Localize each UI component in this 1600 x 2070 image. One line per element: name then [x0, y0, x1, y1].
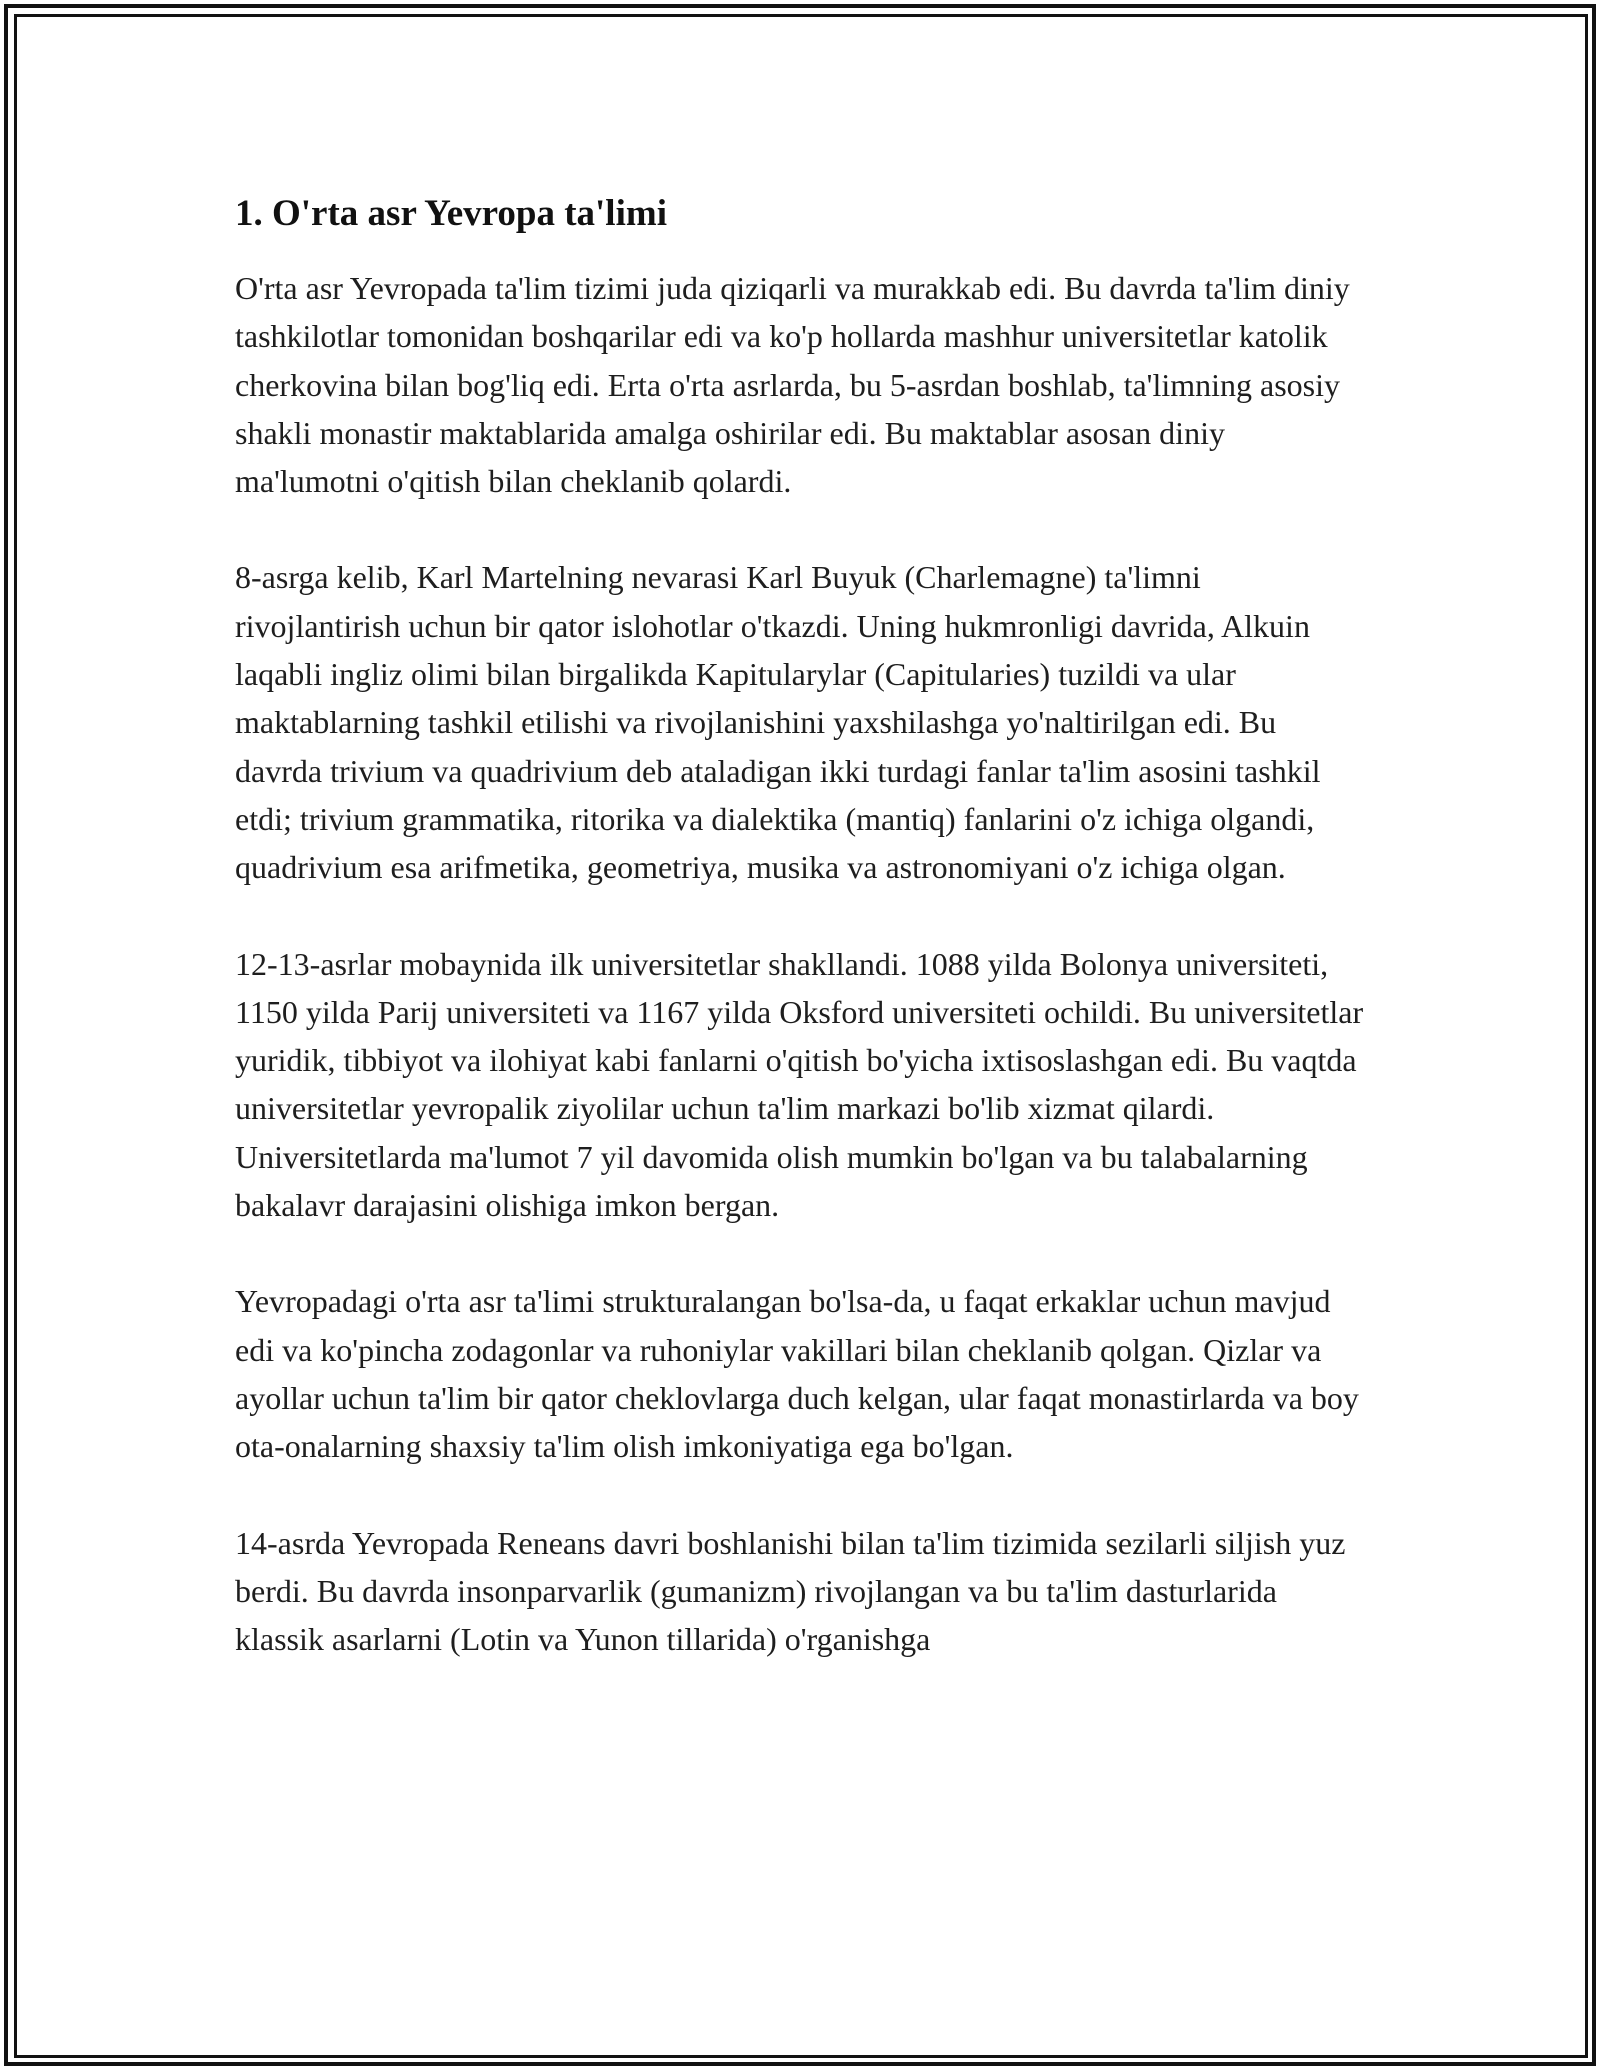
- paragraph-2: 8-asrga kelib, Karl Martelning nevarasi Karl Buyuk (Charlemagne) ta'limni rivojlantirish uchun bir qator islohotlar o'tkazdi. Uning hukmronligi davrida, Alkuin laqabli ingliz olimi bilan birgalikda Kapitularylar (Capitularies) tuzildi va ular maktablarning tashkil etilishi va rivojlanishini yaxshilashga yo'naltirilgan edi. Bu davrda trivium va quadrivium deb ataladigan ikki turdagi fanlar ta'lim asosini tashkil etdi; trivium grammatika, ritorika va dialektika (mantiq) fanlarini o'z ichiga olgandi, quadrivium esa arifmetika, geometriya, musika va astronomiyani o'z ichiga olgan.: [235, 559, 1321, 886]
- document-body: [235, 190, 1370, 1711]
- section-heading: 1. O'rta asr Yevropa ta'limi: [235, 193, 667, 234]
- paragraph-5: 14-asrda Yevropada Reneans davri boshlanishi bilan ta'lim tizimida sezilarli siljish yuz berdi. Bu davrda insonparvarlik (gumanizm) rivojlangan va bu ta'lim dasturlarida klassik asarlarni (Lotin va Yunon tillarida) o'rganishga: [235, 1524, 1346, 1658]
- paragraph-4: Yevropadagi o'rta asr ta'limi strukturalangan bo'lsa-da, u faqat erkaklar uchun mavjud edi va ko'pincha zodagonlar va ruhoniylar vakillari bilan cheklanib qolgan. Qizlar va ayollar uchun ta'lim bir qator cheklovlarga duch kelgan, ular faqat monastirlarda va boy ota-onalarning shaxsiy ta'lim olish imkoniyatiga ega bo'lgan.: [235, 1283, 1359, 1465]
- paragraph-1: O'rta asr Yevropada ta'lim tizimi juda qiziqarli va murakkab edi. Bu davrda ta'lim diniy tashkilotlar tomonidan boshqarilar edi va ko'p hollarda mashhur universitetlar katolik cherkovina bilan bog'liq edi. Erta o'rta asrlarda, bu 5-asrdan boshlab, ta'limning asosiy shakli monastir maktablarida amalga oshirilar edi. Bu maktablar asosan diniy ma'lumotni o'qitish bilan cheklanib qolardi.: [235, 270, 1350, 500]
- paragraph-3: 12-13-asrlar mobaynida ilk universitetlar shakllandi. 1088 yilda Bolonya universiteti, 1150 yilda Parij universiteti va 1167 yilda Oksford universiteti ochildi. Bu universitetlar yuridik, tibbiyot va ilohiyat kabi fanlarni o'qitish bo'yicha ixtisoslashgan edi. Bu vaqtda universitetlar yevropalik ziyolilar uchun ta'lim markazi bo'lib xizmat qilardi. Universitetlarda ma'lumot 7 yil davomida olish mumkin bo'lgan va bu talabalarning bakalavr darajasini olishiga imkon bergan.: [235, 945, 1364, 1224]
